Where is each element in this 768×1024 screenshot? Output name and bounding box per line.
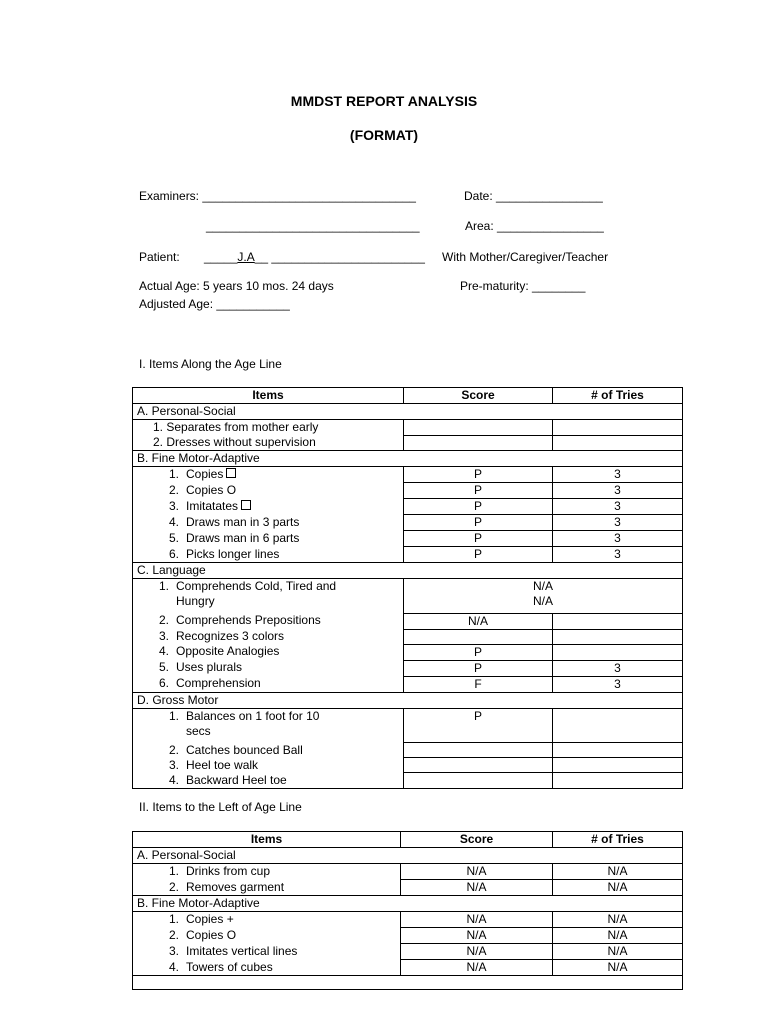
- column-header-items: Items: [133, 832, 401, 848]
- section1-heading: I. Items Along the Age Line: [139, 357, 282, 371]
- table-row: 1. Copies P 3: [133, 467, 683, 483]
- tries-cell[interactable]: 3: [553, 483, 683, 499]
- score-cell[interactable]: P: [404, 467, 553, 483]
- left-of-age-line-table: [132, 831, 683, 990]
- table-row: 2. Copies O P 3: [133, 483, 683, 499]
- score-cell[interactable]: N/A: [404, 613, 553, 629]
- score-cell[interactable]: [404, 773, 553, 789]
- tries-cell[interactable]: 3: [553, 676, 683, 692]
- section2-heading: II. Items to the Left of Age Line: [139, 800, 302, 814]
- section-label-personal-social: A. Personal-Social: [133, 404, 683, 420]
- examiners-field: [139, 189, 416, 203]
- score-cell[interactable]: [404, 629, 553, 644]
- score-cell[interactable]: N/A: [401, 928, 553, 944]
- section-row: [133, 896, 683, 912]
- table-row: 3. Heel toe walk: [133, 758, 683, 773]
- tries-cell[interactable]: N/A: [553, 928, 683, 944]
- tries-cell[interactable]: [553, 708, 683, 743]
- table-row: 4. Opposite Analogies P: [133, 644, 683, 660]
- tries-cell[interactable]: [553, 773, 683, 789]
- page-subtitle: (FORMAT): [349, 127, 419, 143]
- patient-field: [204, 250, 425, 264]
- tries-cell[interactable]: 3: [553, 499, 683, 515]
- tries-cell[interactable]: N/A: [553, 912, 683, 928]
- area-field: [465, 219, 604, 233]
- column-header-score: Score: [404, 388, 553, 404]
- table-row: [133, 420, 683, 436]
- tries-cell[interactable]: N/A: [553, 880, 683, 896]
- score-cell[interactable]: N/A: [401, 960, 553, 976]
- score-cell[interactable]: P: [404, 531, 553, 547]
- tries-cell[interactable]: [553, 758, 683, 773]
- area-blank: ________________: [497, 219, 604, 233]
- score-cell[interactable]: F: [404, 676, 553, 692]
- table-row: 1. Drinks from cup N/A N/A: [133, 864, 683, 880]
- actual-age: Actual Age: 5 years 10 mos. 24 days: [139, 279, 334, 293]
- item-label: 1. Separates from mother early: [133, 420, 404, 436]
- patient-label: Patient:: [139, 250, 180, 264]
- score-cell[interactable]: N/A N/A: [404, 579, 683, 614]
- date-blank: ________________: [496, 189, 603, 203]
- tries-cell[interactable]: 3: [553, 467, 683, 483]
- table-row: 3. Imitates vertical lines N/A N/A: [133, 944, 683, 960]
- patient-blank-pre: _____: [204, 250, 238, 264]
- score-cell[interactable]: P: [404, 708, 553, 743]
- age-line-table: [132, 387, 683, 789]
- tries-cell[interactable]: N/A: [553, 864, 683, 880]
- score-cell[interactable]: [404, 435, 553, 451]
- area-label: Area:: [465, 219, 494, 233]
- table-row: 2. Catches bounced Ball: [133, 743, 683, 758]
- table-row: 6. Picks longer lines P 3: [133, 547, 683, 563]
- table-header-row: [133, 388, 683, 404]
- score-cell[interactable]: N/A: [401, 880, 553, 896]
- section-row: [133, 848, 683, 864]
- section-row: [133, 563, 683, 579]
- column-header-score: Score: [401, 832, 553, 848]
- score-cell[interactable]: P: [404, 547, 553, 563]
- adjusted-age: Adjusted Age: ___________: [139, 297, 290, 311]
- section-label-fine-motor: B. Fine Motor-Adaptive: [133, 451, 683, 467]
- section-label-fine-motor: B. Fine Motor-Adaptive: [133, 896, 683, 912]
- table-row: 4. Draws man in 3 parts P 3: [133, 515, 683, 531]
- score-cell[interactable]: P: [404, 515, 553, 531]
- prematurity: Pre-maturity: ________: [460, 279, 586, 293]
- section-label-personal-social: A. Personal-Social: [133, 848, 683, 864]
- tries-cell[interactable]: [553, 435, 683, 451]
- column-header-tries: # of Tries: [553, 388, 683, 404]
- table-row: [133, 435, 683, 451]
- tries-cell[interactable]: 3: [553, 547, 683, 563]
- section-row: [133, 692, 683, 708]
- score-cell[interactable]: [404, 743, 553, 758]
- table-row: 3. Recognizes 3 colors: [133, 629, 683, 644]
- table-row: 3. Imitatates P 3: [133, 499, 683, 515]
- score-cell[interactable]: [404, 420, 553, 436]
- column-header-items: Items: [133, 388, 404, 404]
- table-row: 2. Removes garment N/A N/A: [133, 880, 683, 896]
- empty-row: [133, 976, 683, 990]
- tries-cell[interactable]: [553, 644, 683, 660]
- score-cell[interactable]: P: [404, 644, 553, 660]
- section-label-language: C. Language: [133, 563, 683, 579]
- tries-cell[interactable]: [553, 613, 683, 629]
- examiners-blank-2: ________________________________: [206, 219, 420, 233]
- score-cell[interactable]: P: [404, 660, 553, 676]
- tries-cell[interactable]: N/A: [553, 960, 683, 976]
- table-row: 5. Uses plurals P 3: [133, 660, 683, 676]
- table-row: 6. Comprehension F 3: [133, 676, 683, 692]
- table-row: 1. Comprehends Cold, Tired and Hungry N/A N/A: [133, 579, 683, 614]
- patient-value: J.A: [237, 250, 255, 264]
- table-row: 2. Copies O N/A N/A: [133, 928, 683, 944]
- table-row: 2. Comprehends Prepositions N/A: [133, 613, 683, 629]
- section-row: [133, 404, 683, 420]
- table-row: 1. Balances on 1 foot for 10 secs P: [133, 708, 683, 743]
- score-cell[interactable]: P: [404, 499, 553, 515]
- section-row: [133, 451, 683, 467]
- tries-cell[interactable]: [553, 420, 683, 436]
- column-header-tries: # of Tries: [553, 832, 683, 848]
- tries-cell[interactable]: 3: [553, 515, 683, 531]
- table-row: 4. Backward Heel toe: [133, 773, 683, 789]
- tries-cell[interactable]: [553, 629, 683, 644]
- date-field: [464, 189, 603, 203]
- tries-cell[interactable]: 3: [553, 531, 683, 547]
- with-label: With Mother/Caregiver/Teacher: [442, 250, 609, 264]
- table-header-row: [133, 832, 683, 848]
- table-row: 5. Draws man in 6 parts P 3: [133, 531, 683, 547]
- patient-blank-post: __ _______________________: [254, 250, 425, 264]
- examiners-blank: ________________________________: [202, 189, 416, 203]
- square-icon: [241, 500, 251, 510]
- section-label-gross-motor: D. Gross Motor: [133, 692, 683, 708]
- page-title: MMDST REPORT ANALYSIS: [290, 93, 478, 109]
- tries-cell[interactable]: N/A: [553, 944, 683, 960]
- date-label: Date:: [464, 189, 493, 203]
- score-cell[interactable]: N/A: [401, 944, 553, 960]
- score-cell[interactable]: P: [404, 483, 553, 499]
- score-cell[interactable]: N/A: [401, 912, 553, 928]
- table-row: 4. Towers of cubes N/A N/A: [133, 960, 683, 976]
- examiners-label: Examiners:: [139, 189, 200, 203]
- tries-cell[interactable]: 3: [553, 660, 683, 676]
- table-row: 1. Copies + N/A N/A: [133, 912, 683, 928]
- item-label: 2. Dresses without supervision: [133, 435, 404, 451]
- table-row: [133, 976, 683, 990]
- square-icon: [226, 468, 236, 478]
- score-cell[interactable]: [404, 758, 553, 773]
- score-cell[interactable]: N/A: [401, 864, 553, 880]
- tries-cell[interactable]: [553, 743, 683, 758]
